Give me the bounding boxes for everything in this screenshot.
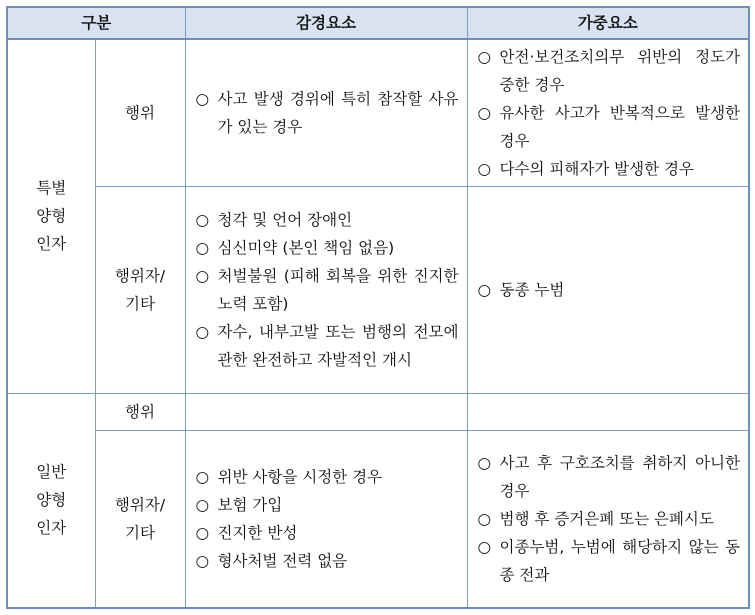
list-item	[478, 155, 741, 183]
header-mitigating: 감경요소	[185, 7, 467, 39]
aggravating-cell	[467, 39, 749, 186]
list-item	[196, 234, 459, 262]
group-label-general	[7, 393, 95, 608]
sub-label: 행위	[95, 39, 185, 186]
list-item-text: 형사처벌 전력 없음	[217, 552, 348, 571]
list-item	[196, 85, 459, 141]
table-row	[7, 431, 749, 608]
bullet-circle-icon: ○	[477, 280, 492, 299]
list-item-text: 위반 사항을 시정한 경우	[217, 468, 383, 487]
bullet-circle-icon: ○	[195, 322, 210, 341]
list-item-text: 자수, 내부고발 또는 범행의 전모에 관한 완전하고 자발적인 개시	[217, 322, 459, 369]
list-item-text: 사고 후 구호조치를 취하지 아니한 경우	[499, 454, 741, 501]
bullet-circle-icon: ○	[195, 468, 210, 487]
sentencing-factors-table	[6, 6, 750, 609]
sub-label	[95, 186, 185, 393]
group-label-special	[7, 39, 95, 393]
table-row	[7, 393, 749, 430]
sub-label-text: 행위자/ 기타	[114, 266, 166, 313]
mitigating-cell	[185, 39, 467, 186]
group-label: 특별 양형 인자	[36, 179, 67, 254]
list-item	[196, 262, 459, 318]
aggravating-cell	[467, 393, 749, 430]
bullet-circle-icon: ○	[195, 524, 210, 543]
aggravating-cell	[467, 186, 749, 393]
table-row	[7, 186, 749, 393]
list-item	[196, 547, 459, 575]
list-item	[196, 519, 459, 547]
bullet-circle-icon: ○	[477, 47, 492, 66]
bullet-circle-icon: ○	[195, 552, 210, 571]
list-item	[196, 206, 459, 234]
sub-label: 행위	[95, 393, 185, 430]
list-item-text: 처벌불원 (피해 회복을 위한 진지한 노력 포함)	[217, 266, 459, 313]
bullet-circle-icon: ○	[195, 496, 210, 515]
list-item	[478, 533, 741, 589]
bullet-circle-icon: ○	[477, 103, 492, 122]
list-item-text: 청각 및 언어 장애인	[217, 210, 353, 229]
list-item-text: 진지한 반성	[217, 524, 298, 543]
list-item-text: 이종누범, 누범에 해당하지 않는 동종 전과	[499, 538, 741, 585]
group-label: 일반 양형 인자	[36, 463, 67, 538]
bullet-circle-icon: ○	[477, 538, 492, 557]
list-item-text: 범행 후 증거은폐 또는 은폐시도	[499, 510, 714, 529]
list-item	[478, 505, 741, 533]
mitigating-cell	[185, 393, 467, 430]
bullet-circle-icon: ○	[195, 210, 210, 229]
bullet-circle-icon: ○	[195, 89, 210, 108]
list-item-text: 동종 누범	[499, 280, 565, 299]
bullet-circle-icon: ○	[195, 266, 210, 285]
bullet-circle-icon: ○	[195, 238, 210, 257]
list-item	[478, 43, 741, 99]
header-row	[7, 7, 749, 39]
bullet-circle-icon: ○	[477, 159, 492, 178]
bullet-circle-icon: ○	[477, 510, 492, 529]
bullet-circle-icon: ○	[477, 454, 492, 473]
list-item	[196, 491, 459, 519]
list-item	[478, 99, 741, 155]
list-item-text: 보험 가입	[217, 496, 283, 515]
list-item-text: 유사한 사고가 반복적으로 발생한 경우	[499, 103, 741, 150]
list-item	[196, 318, 459, 374]
list-item-text: 안전·보건조치의무 위반의 정도가 중한 경우	[499, 47, 741, 94]
list-item-text: 심신미약 (본인 책임 없음)	[217, 238, 395, 257]
mitigating-cell	[185, 431, 467, 608]
sub-label	[95, 431, 185, 608]
header-category: 구분	[7, 7, 185, 39]
aggravating-cell	[467, 431, 749, 608]
list-item	[478, 449, 741, 505]
mitigating-cell	[185, 186, 467, 393]
list-item	[196, 463, 459, 491]
sub-label-text: 행위자/ 기타	[114, 496, 166, 543]
list-item-text: 다수의 피해자가 발생한 경우	[499, 159, 694, 178]
list-item	[478, 276, 741, 304]
list-item-text: 사고 발생 경위에 특히 참작할 사유가 있는 경우	[217, 89, 459, 136]
header-aggravating: 가중요소	[467, 7, 749, 39]
table-row	[7, 39, 749, 186]
